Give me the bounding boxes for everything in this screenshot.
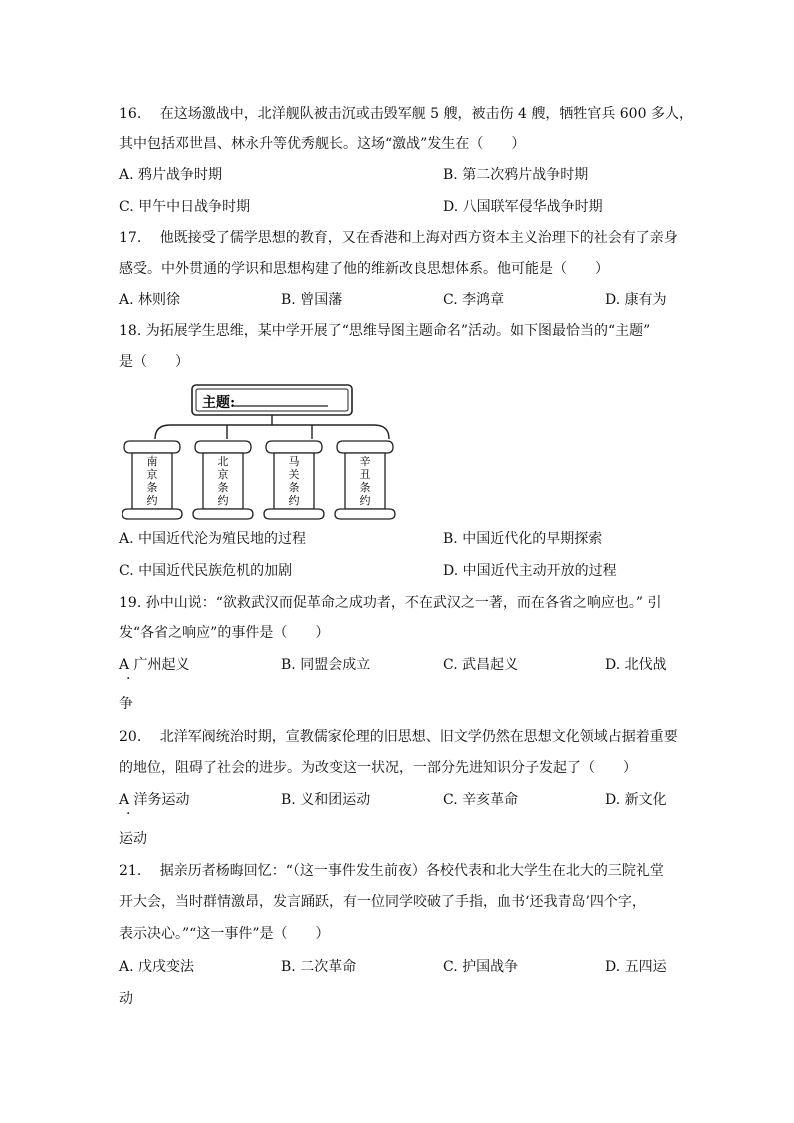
q20-option-a: A 洋务运动 xyxy=(119,792,190,808)
scroll-char: 关 xyxy=(288,468,300,481)
theme-header-box xyxy=(192,385,352,415)
q21-option-d-wrap: 动 xyxy=(119,991,133,1007)
scroll-beijing xyxy=(193,441,253,519)
q16-option-d: D. 八国联军侵华战争时期 xyxy=(443,199,603,215)
q17-option-a: A. 林则徐 xyxy=(119,292,181,308)
q21-option-b: B. 二次革命 xyxy=(281,959,357,975)
scroll-char: 条 xyxy=(359,481,371,494)
q19-option-a: A 广州起义 xyxy=(119,657,190,673)
separator-dot: · xyxy=(126,806,131,822)
separator-dot: · xyxy=(126,671,131,687)
scroll-char: 南 xyxy=(146,455,158,468)
scroll-char: 辛 xyxy=(359,455,371,468)
mind-map-diagram xyxy=(122,381,402,521)
scroll-char: 约 xyxy=(217,494,229,507)
q16-option-b: B. 第二次鸦片战争时期 xyxy=(443,167,589,183)
scroll-char: 丑 xyxy=(359,468,371,481)
q17-stem-line2: 感受。中外贯通的学识和思想构建了他的维新改良思想体系。他可能是（ ） xyxy=(119,261,609,277)
q20-option-d-wrap: 运动 xyxy=(119,831,147,847)
q20-option-d: D. 新文化 xyxy=(605,792,667,808)
scroll-char: 约 xyxy=(288,494,300,507)
q18-option-d: D. 中国近代主动开放的过程 xyxy=(443,563,617,579)
q16-stem-line2: 其中包括邓世昌、林永升等优秀舰长。这场“激战”发生在（ ） xyxy=(119,136,526,152)
scroll-char: 京 xyxy=(146,468,158,481)
q19-option-b: B. 同盟会成立 xyxy=(281,657,371,673)
scroll-xinchou xyxy=(335,441,395,519)
q19-stem-line1: 19. 孙中山说：“欲救武汉而促革命之成功者，不在武汉之一著，而在各省之响应也。” 引 xyxy=(119,595,662,611)
theme-label: 主题: xyxy=(202,395,236,411)
scroll-char: 马 xyxy=(288,455,300,468)
q17-option-b: B. 曾国藩 xyxy=(281,292,343,308)
scroll-nanjing xyxy=(122,441,182,519)
q21-stem-line3: 表示决心。”“这一事件”是（ ） xyxy=(119,926,330,942)
scroll-char: 条 xyxy=(217,481,229,494)
q21-option-c: C. 护国战争 xyxy=(443,959,519,975)
q16-option-c: C. 甲午中日战争时期 xyxy=(119,199,251,215)
q16-stem-line1: 16. 在这场激战中，北洋舰队被击沉或击毁军舰 5 艘，被击伤 4 艘，牺牲官兵 600 多人， xyxy=(119,106,693,122)
q19-stem-line2: 发“各省之响应”的事件是（ ） xyxy=(119,625,330,641)
q18-option-c: C. 中国近代民族危机的加剧 xyxy=(119,563,293,579)
q21-stem-line2: 开大会，当时群情激昂，发言踊跃，有一位同学咬破了手指，血书‘还我青岛’四个字， xyxy=(119,894,646,910)
q21-option-d: D. 五四运 xyxy=(605,959,667,975)
q20-stem-line1: 20. 北洋军阀统治时期，宣教儒家伦理的旧思想、旧文学仍然在思想文化领域占据着重要 xyxy=(119,729,678,745)
q16-option-a: A. 鸦片战争时期 xyxy=(119,167,223,183)
q20-option-c: C. 辛亥革命 xyxy=(443,792,519,808)
scroll-char: 京 xyxy=(217,468,229,481)
q17-stem-line1: 17. 他既接受了儒学思想的教育，又在香港和上海对西方资本主义治理下的社会有了亲身 xyxy=(119,230,678,246)
q17-option-c: C. 李鸿章 xyxy=(443,292,505,308)
q21-stem-line1: 21. 据亲历者杨晦回忆：“（这一事件发生前夜）各校代表和北大学生在北大的三院礼堂 xyxy=(119,863,664,879)
scroll-char: 约 xyxy=(146,494,158,507)
q19-option-d-wrap: 争 xyxy=(119,696,133,712)
q19-option-c: C. 武昌起义 xyxy=(443,657,519,673)
q18-stem-line1: 18. 为拓展学生思维，某中学开展了“思维导图主题命名”活动。如下图最恰当的“主题” xyxy=(119,323,651,339)
scroll-char: 条 xyxy=(288,481,300,494)
q21-option-a: A. 戊戌变法 xyxy=(119,959,195,975)
q18-option-b: B. 中国近代化的早期探索 xyxy=(443,531,603,547)
scroll-char: 条 xyxy=(146,481,158,494)
scroll-maguan xyxy=(264,441,324,519)
q18-stem-line2: 是（ ） xyxy=(119,354,189,370)
q19-option-d: D. 北伐战 xyxy=(605,657,667,673)
q20-option-b: B. 义和团运动 xyxy=(281,792,371,808)
scroll-char: 约 xyxy=(359,494,371,507)
q20-stem-line2: 的地位，阻碍了社会的进步。为改变这一状况，一部分先进知识分子发起了（ ） xyxy=(119,760,637,776)
q17-option-d: D. 康有为 xyxy=(605,292,667,308)
q18-option-a: A. 中国近代沦为殖民地的过程 xyxy=(119,531,307,547)
connector-lines xyxy=(155,415,389,439)
scroll-char: 北 xyxy=(217,455,229,468)
